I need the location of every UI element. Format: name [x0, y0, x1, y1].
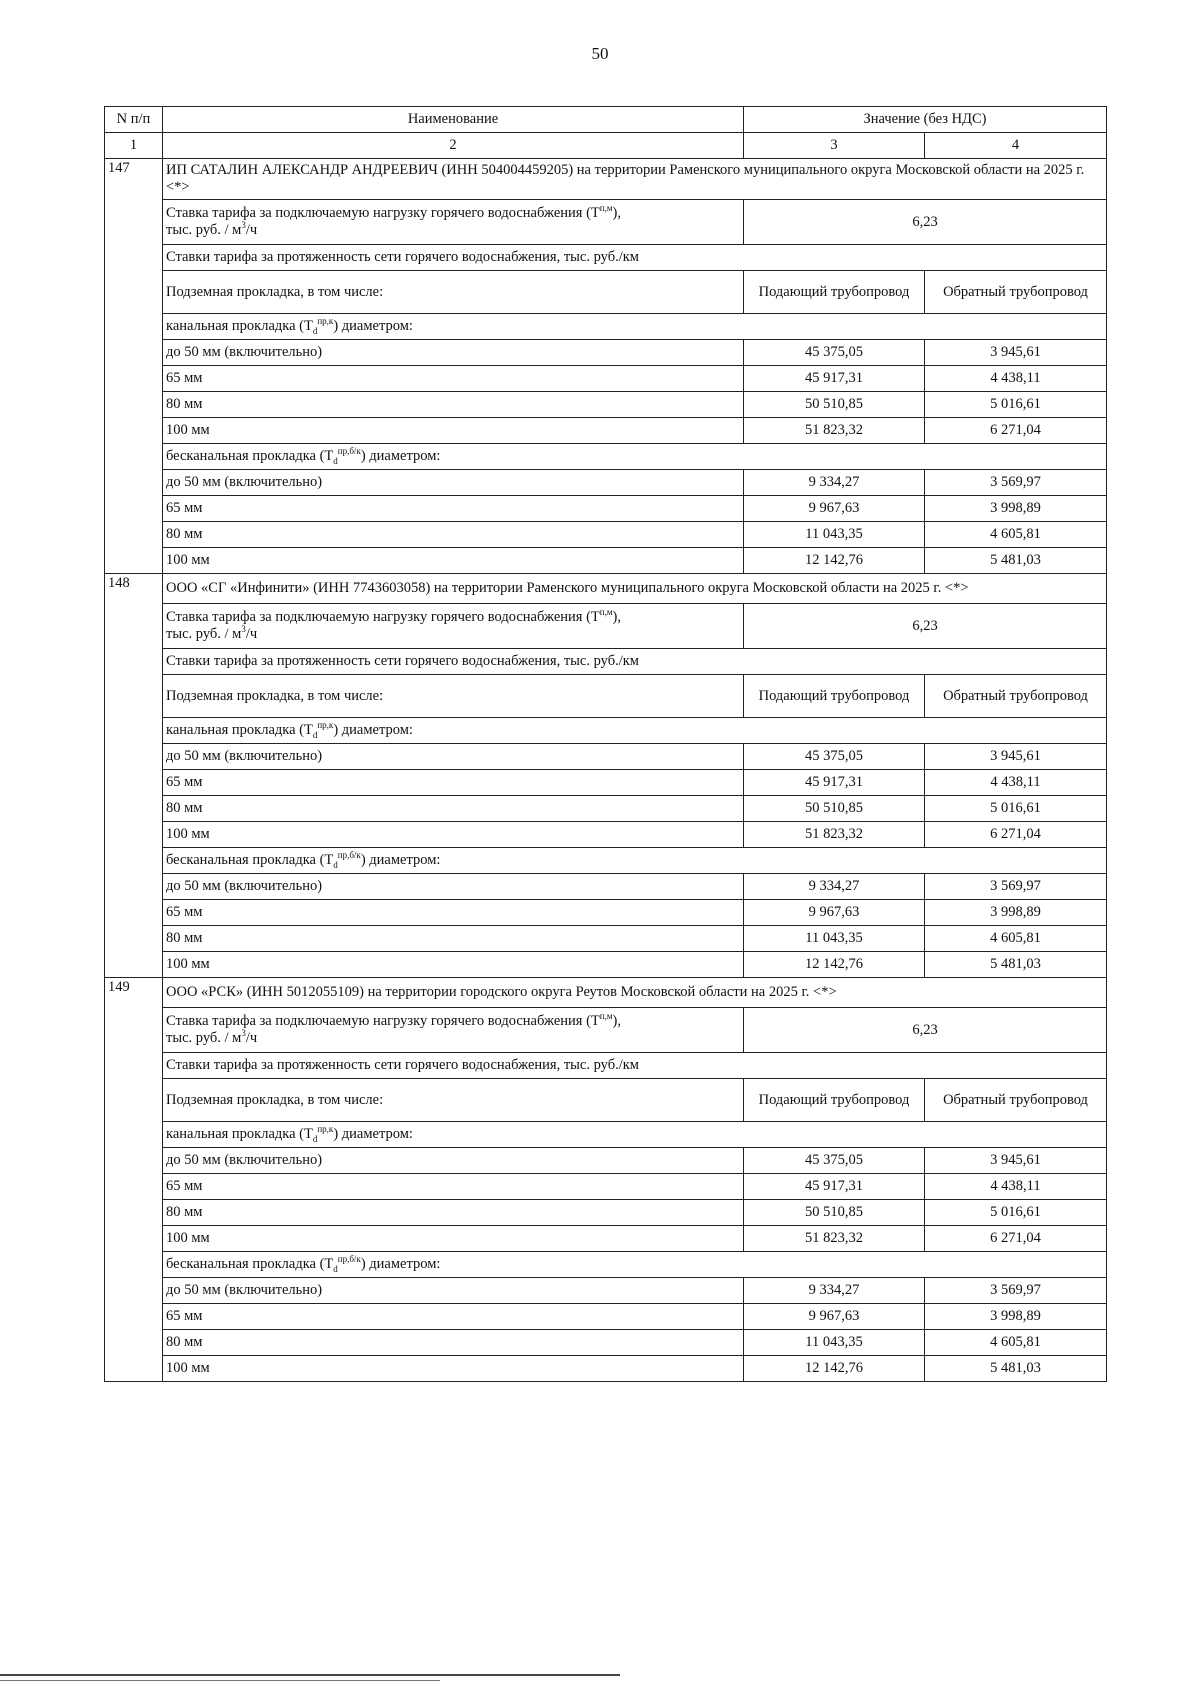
entry-org-row [105, 574, 1107, 604]
supply-value: 45 917,31 [744, 366, 925, 392]
header-num-4: 4 [925, 133, 1107, 159]
supply-value: 51 823,32 [744, 822, 925, 848]
channelless-text-b: ) диаметром: [360, 852, 441, 868]
return-value: 3 998,89 [925, 1304, 1107, 1330]
supply-value: 9 967,63 [744, 496, 925, 522]
table-row [105, 470, 1107, 496]
supply-value: 9 334,27 [744, 1278, 925, 1304]
diameter-cell: 100 мм [163, 418, 744, 444]
diameter-cell: 80 мм [163, 1200, 744, 1226]
return-value: 5 481,03 [925, 952, 1107, 978]
return-value: 3 998,89 [925, 900, 1107, 926]
entry-org-row [105, 159, 1107, 200]
connect-rate-label [163, 604, 744, 649]
rate-unit-a: тыс. руб. / м [166, 222, 242, 238]
entry-index: 148 [105, 574, 163, 978]
rate-unit-sup: 3 [241, 624, 246, 635]
return-value: 6 271,04 [925, 418, 1107, 444]
return-value: 3 569,97 [925, 1278, 1107, 1304]
supply-value: 45 917,31 [744, 770, 925, 796]
channelless-sub: d [333, 859, 338, 870]
entry-org-name: ООО «СГ «Инфинити» (ИНН 7743603058) на территории Раменского муниципального округа Московской области на 2025 г. <*> [163, 574, 1107, 604]
return-pipe-header: Обратный трубопровод [925, 271, 1107, 314]
diameter-cell: до 50 мм (включительно) [163, 1278, 744, 1304]
channelless-text-a: бесканальная прокладка (T [166, 852, 334, 868]
return-value: 4 605,81 [925, 1330, 1107, 1356]
diameter-cell: 65 мм [163, 1174, 744, 1200]
channel-sup: пр,к [317, 720, 334, 731]
supply-value: 45 375,05 [744, 340, 925, 366]
return-value: 5 481,03 [925, 1356, 1107, 1382]
supply-pipe-header: Подающий трубопровод [744, 271, 925, 314]
table-row [105, 874, 1107, 900]
diameter-cell: 65 мм [163, 900, 744, 926]
return-value: 5 016,61 [925, 796, 1107, 822]
supply-value: 51 823,32 [744, 1226, 925, 1252]
supply-value: 50 510,85 [744, 1200, 925, 1226]
diameter-cell: до 50 мм (включительно) [163, 470, 744, 496]
entry-org-name: ООО «РСК» (ИНН 5012055109) на территории городского округа Реутов Московской области на 2025 г. <*> [163, 978, 1107, 1008]
supply-value: 12 142,76 [744, 548, 925, 574]
table-row [105, 1200, 1107, 1226]
channelless-sup: пр,б/к [337, 446, 361, 457]
rate-unit-b: /ч [245, 1030, 258, 1046]
channelless-text-b: ) диаметром: [360, 1256, 441, 1272]
footer-rule [0, 1674, 620, 1676]
diameter-cell: 65 мм [163, 496, 744, 522]
channel-sub: d [312, 1133, 318, 1144]
rate-text-b: ), [612, 205, 621, 221]
header-index: N п/п [105, 107, 163, 133]
length-rate-row [105, 649, 1107, 675]
rate-sup: п,м [599, 1011, 613, 1022]
header-num-3: 3 [744, 133, 925, 159]
return-value: 6 271,04 [925, 1226, 1107, 1252]
rate-unit-b: /ч [245, 626, 258, 642]
table-row [105, 744, 1107, 770]
table-body [105, 159, 1107, 1382]
channel-text-b: ) диаметром: [333, 1126, 413, 1142]
table-row [105, 522, 1107, 548]
supply-value: 12 142,76 [744, 952, 925, 978]
channel-heading [163, 314, 1107, 340]
table-row [105, 900, 1107, 926]
supply-value: 50 510,85 [744, 796, 925, 822]
channel-sup: пр,к [317, 316, 334, 327]
diameter-cell: 80 мм [163, 392, 744, 418]
channelless-text-b: ) диаметром: [360, 448, 441, 464]
rate-unit-b: /ч [245, 222, 258, 238]
channel-text-b: ) диаметром: [333, 318, 413, 334]
table-row [105, 952, 1107, 978]
supply-value: 9 334,27 [744, 470, 925, 496]
supply-pipe-header: Подающий трубопровод [744, 1079, 925, 1122]
return-pipe-header: Обратный трубопровод [925, 675, 1107, 718]
channelless-heading [163, 1252, 1107, 1278]
footer-rule-secondary [0, 1680, 440, 1681]
connect-rate-row [105, 1008, 1107, 1053]
length-rate-row [105, 1053, 1107, 1079]
connect-rate-value: 6,23 [744, 1008, 1107, 1053]
return-value: 3 569,97 [925, 470, 1107, 496]
supply-value: 9 967,63 [744, 1304, 925, 1330]
return-value: 4 605,81 [925, 522, 1107, 548]
return-value: 3 569,97 [925, 874, 1107, 900]
table-row [105, 770, 1107, 796]
channel-text-a: канальная прокладка (T [166, 722, 313, 738]
diameter-cell: 100 мм [163, 952, 744, 978]
underground-row [105, 675, 1107, 718]
header-num-1: 1 [105, 133, 163, 159]
length-rate-row [105, 245, 1107, 271]
underground-row [105, 271, 1107, 314]
channelless-text-a: бесканальная прокладка (T [166, 1256, 334, 1272]
rate-text-a: Ставка тарифа за подключаемую нагрузку горячего водоснабжения (T [166, 1013, 600, 1029]
rate-unit-a: тыс. руб. / м [166, 1030, 242, 1046]
table-row [105, 1174, 1107, 1200]
channel-sub: d [312, 325, 318, 336]
header-value: Значение (без НДС) [744, 107, 1107, 133]
channelless-sub: d [333, 1263, 338, 1274]
channel-heading-row [105, 314, 1107, 340]
supply-value: 45 375,05 [744, 744, 925, 770]
underground-label: Подземная прокладка, в том числе: [163, 675, 744, 718]
table-row [105, 822, 1107, 848]
tariff-table [104, 106, 1107, 1382]
table-row [105, 926, 1107, 952]
supply-value: 45 917,31 [744, 1174, 925, 1200]
return-value: 5 016,61 [925, 392, 1107, 418]
diameter-cell: до 50 мм (включительно) [163, 340, 744, 366]
diameter-cell: 100 мм [163, 822, 744, 848]
diameter-cell: 100 мм [163, 548, 744, 574]
table-row [105, 418, 1107, 444]
channelless-heading [163, 444, 1107, 470]
underground-label: Подземная прокладка, в том числе: [163, 1079, 744, 1122]
diameter-cell: 100 мм [163, 1226, 744, 1252]
return-value: 3 998,89 [925, 496, 1107, 522]
table-row [105, 1304, 1107, 1330]
return-value: 6 271,04 [925, 822, 1107, 848]
supply-value: 51 823,32 [744, 418, 925, 444]
channel-heading-row [105, 1122, 1107, 1148]
supply-value: 45 375,05 [744, 1148, 925, 1174]
supply-value: 11 043,35 [744, 522, 925, 548]
diameter-cell: 80 мм [163, 522, 744, 548]
table-row [105, 796, 1107, 822]
channelless-heading-row [105, 1252, 1107, 1278]
channel-sup: пр,к [317, 1124, 334, 1135]
return-value: 4 605,81 [925, 926, 1107, 952]
channel-heading-row [105, 718, 1107, 744]
connect-rate-value: 6,23 [744, 200, 1107, 245]
table-row [105, 496, 1107, 522]
connect-rate-value: 6,23 [744, 604, 1107, 649]
connect-rate-row [105, 604, 1107, 649]
header-number-row [105, 133, 1107, 159]
table-row [105, 392, 1107, 418]
header-name: Наименование [163, 107, 744, 133]
rate-unit-sup: 3 [241, 220, 246, 231]
rate-unit-a: тыс. руб. / м [166, 626, 242, 642]
diameter-cell: 80 мм [163, 796, 744, 822]
channel-text-a: канальная прокладка (T [166, 318, 313, 334]
supply-value: 11 043,35 [744, 926, 925, 952]
header-row [105, 107, 1107, 133]
diameter-cell: до 50 мм (включительно) [163, 1148, 744, 1174]
return-pipe-header: Обратный трубопровод [925, 1079, 1107, 1122]
rate-text-b: ), [612, 609, 621, 625]
diameter-cell: 80 мм [163, 1330, 744, 1356]
length-rate-label: Ставки тарифа за протяженность сети горячего водоснабжения, тыс. руб./км [163, 649, 1107, 675]
supply-value: 9 967,63 [744, 900, 925, 926]
supply-value: 9 334,27 [744, 874, 925, 900]
return-value: 3 945,61 [925, 744, 1107, 770]
return-value: 3 945,61 [925, 340, 1107, 366]
diameter-cell: 65 мм [163, 1304, 744, 1330]
length-rate-label: Ставки тарифа за протяженность сети горячего водоснабжения, тыс. руб./км [163, 1053, 1107, 1079]
connect-rate-label [163, 200, 744, 245]
rate-text-a: Ставка тарифа за подключаемую нагрузку горячего водоснабжения (T [166, 609, 600, 625]
rate-text-a: Ставка тарифа за подключаемую нагрузку горячего водоснабжения (T [166, 205, 600, 221]
table-row [105, 1148, 1107, 1174]
diameter-cell: 100 мм [163, 1356, 744, 1382]
rate-sup: п,м [599, 203, 613, 214]
table-row [105, 1278, 1107, 1304]
underground-label: Подземная прокладка, в том числе: [163, 271, 744, 314]
table-row [105, 366, 1107, 392]
header-num-2: 2 [163, 133, 744, 159]
table-row [105, 1356, 1107, 1382]
diameter-cell: 65 мм [163, 770, 744, 796]
channel-heading [163, 718, 1107, 744]
table-row [105, 340, 1107, 366]
channel-sub: d [312, 729, 318, 740]
channelless-sup: пр,б/к [337, 1254, 361, 1265]
return-value: 4 438,11 [925, 1174, 1107, 1200]
supply-pipe-header: Подающий трубопровод [744, 675, 925, 718]
channel-heading [163, 1122, 1107, 1148]
channel-text-b: ) диаметром: [333, 722, 413, 738]
length-rate-label: Ставки тарифа за протяженность сети горячего водоснабжения, тыс. руб./км [163, 245, 1107, 271]
page-number: 50 [591, 44, 609, 63]
diameter-cell: 65 мм [163, 366, 744, 392]
entry-index: 149 [105, 978, 163, 1382]
return-value: 4 438,11 [925, 366, 1107, 392]
entry-org-name: ИП САТАЛИН АЛЕКСАНДР АНДРЕЕВИЧ (ИНН 504004459205) на территории Раменского муниципального округа Московской области на 2025 г. <*> [163, 159, 1107, 200]
supply-value: 12 142,76 [744, 1356, 925, 1382]
entry-index: 147 [105, 159, 163, 574]
return-value: 5 016,61 [925, 1200, 1107, 1226]
table-row [105, 1330, 1107, 1356]
channelless-sub: d [333, 455, 338, 466]
channelless-heading-row [105, 444, 1107, 470]
supply-value: 11 043,35 [744, 1330, 925, 1356]
channelless-sup: пр,б/к [337, 850, 361, 861]
return-value: 5 481,03 [925, 548, 1107, 574]
rate-unit-sup: 3 [241, 1028, 246, 1039]
rate-text-b: ), [612, 1013, 621, 1029]
connect-rate-row [105, 200, 1107, 245]
diameter-cell: 80 мм [163, 926, 744, 952]
connect-rate-label [163, 1008, 744, 1053]
channelless-heading-row [105, 848, 1107, 874]
diameter-cell: до 50 мм (включительно) [163, 874, 744, 900]
diameter-cell: до 50 мм (включительно) [163, 744, 744, 770]
table-header [105, 107, 1107, 159]
table-row [105, 1226, 1107, 1252]
underground-row [105, 1079, 1107, 1122]
supply-value: 50 510,85 [744, 392, 925, 418]
return-value: 4 438,11 [925, 770, 1107, 796]
channelless-text-a: бесканальная прокладка (T [166, 448, 334, 464]
rate-sup: п,м [599, 607, 613, 618]
channel-text-a: канальная прокладка (T [166, 1126, 313, 1142]
return-value: 3 945,61 [925, 1148, 1107, 1174]
table-row [105, 548, 1107, 574]
channelless-heading [163, 848, 1107, 874]
entry-org-row [105, 978, 1107, 1008]
